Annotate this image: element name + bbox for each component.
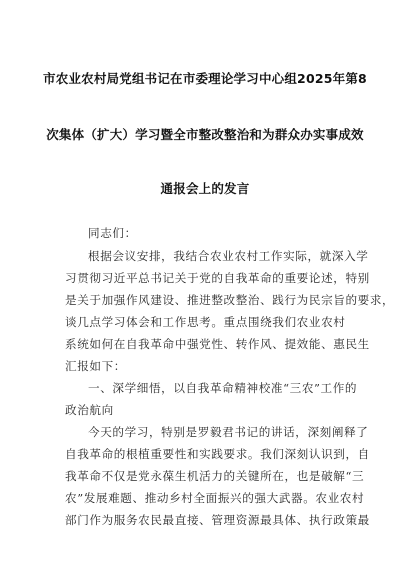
section-heading-line: 政治航向	[65, 403, 114, 417]
paragraph-line: 是关于加强作风建设、推进整改整治、践行为民宗旨的要求，	[65, 293, 395, 307]
salutation: 同志们：	[88, 226, 137, 240]
paragraph-line: 今天的学习，特别是罗毅君书记的讲话，深刻阐释了	[88, 425, 369, 439]
section-heading-line: 一、深学细悟，以自我革命精神校准“三农”工作的	[88, 381, 358, 395]
paragraph-line: 我革命不仅是党永葆生机活力的关键所在，也是破解“三	[65, 469, 365, 483]
document-title-line-3: 通报会上的发言	[160, 181, 250, 196]
paragraph-line: 农”发展难题、推动乡村全面振兴的强大武器。农业农村	[65, 491, 365, 505]
paragraph-line: 谈几点学习体会和工作思考。重点围绕我们农业农村	[65, 315, 346, 329]
document-title-line-2: 次集体（扩大）学习暨全市整改整治和为群众办实事成效	[46, 127, 364, 142]
paragraph-line: 习贯彻习近平总书记关于党的自我革命的重要论述，特别	[65, 271, 370, 285]
paragraph-line: 汇报如下：	[65, 359, 126, 373]
paragraph-line: 部门作为服务农民最直接、管理资源最具体、执行政策最	[65, 513, 370, 527]
paragraph-line: 自我革命的根植重要性和实践要求。我们深刻认识到，自	[65, 447, 370, 461]
paragraph-line: 根据会议安排，我结合农业农村工作实际，就深入学	[88, 249, 369, 263]
paragraph-line: 系统如何在自我革命中强党性、转作风、提效能、惠民生	[65, 337, 370, 351]
document-title-line-1: 市农业农村局党组书记在市委理论学习中心组2025年第8	[43, 71, 367, 86]
